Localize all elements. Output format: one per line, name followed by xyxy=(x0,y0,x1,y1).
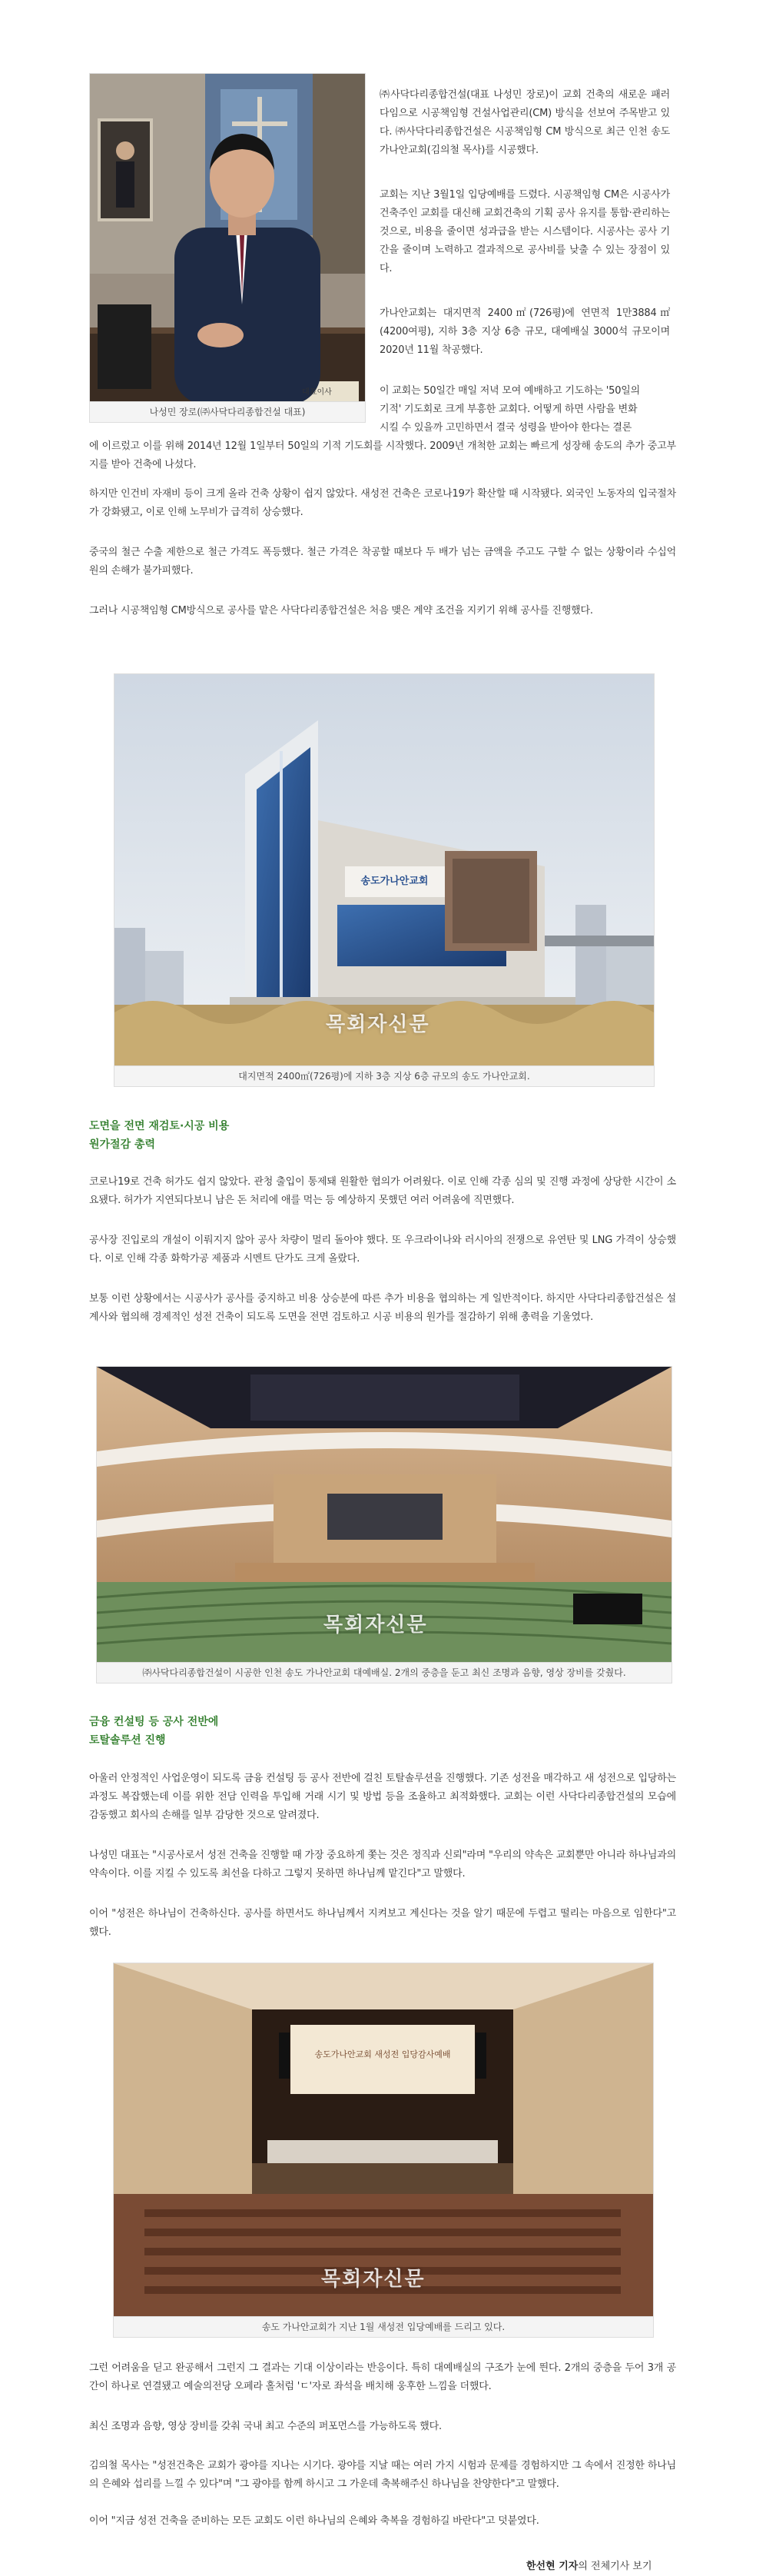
ending-paragraph-1: 그런 어려움을 딛고 완공해서 그런지 그 결과는 기대 이상이라는 반응이다. 특히 대예배실의 구조가 눈에 띈다. 2개의 중층을 두어 3개 공간이 하나로 연결됐고 예술의전당 오페라 홀처럼 'ㄷ'자로 좌석을 배치해 웅후한 느낌을 더했다. xyxy=(89,2362,676,2392)
dedication-service-photo xyxy=(113,1963,654,2320)
section-2-heading-line-2: 원가절감 총력 xyxy=(89,1138,156,1151)
section-3-paragraph-1: 아울러 안정적인 사업운영이 되도록 금융 컨설팅 등 공사 전반에 걸친 토탈솔루션을 진행했다. 기존 성전을 매각하고 새 성전으로 입당하는 과정도 복잡했는데 이를 위한 전담 인력을 투입해 거래 시기 및 방법 등을 조율하고 최적화했다. 교회는 이런 사닥다리종합건설의 모습에 감동했고 회사의 손해를 일부 감당한 것으로 알려졌다. xyxy=(89,1773,676,1821)
portrait-photo xyxy=(89,73,366,405)
name-plate: 대표이사 xyxy=(302,388,332,397)
intro-paragraph-1: ㈜사닥다리종합건설(대표 나성민 장로)이 교회 건축의 새로운 패러다임으로 시공책임형 건설사업관리(CM) 방식을 선보여 주목받고 있다. ㈜사닥다리종합건설은 시공책임형 CM 방식으로 최근 인천 송도 가나안교회(김의철 목사)를 시공했다. xyxy=(380,89,670,156)
body-paragraph-3: 그러나 시공책임형 CM방식으로 공사를 맡은 사닥다리종합건설은 처음 맺은 계약 조건을 지키기 위해 공사를 진행했다. xyxy=(89,605,593,617)
auditorium-caption: ㈜사닥다리종합건설이 시공한 인천 송도 가나안교회 대예배실. 2개의 중층을 둔고 최신 조명과 음향, 영상 장비를 갖췄다. xyxy=(96,1662,672,1684)
auditorium-photo xyxy=(96,1366,672,1666)
section-3-heading-line-1: 금융 컨설팅 등 공사 전반에 xyxy=(89,1716,219,1728)
intro-paragraph-4-rest: 에 이르렀고 이를 위해 2014년 12월 1일부터 50일의 기적 기도회를 시작했다. 2009년 개척한 교회는 빠르게 성장해 송도의 추가 중고부지를 받아 건축에 나섰다. xyxy=(89,440,676,470)
portrait-caption: 나성민 장로(㈜사닥다리종합건설 대표) xyxy=(89,401,366,423)
photo-watermark: 목회자신문 xyxy=(326,1013,430,1036)
section-3-paragraph-2: 나성민 대표는 "시공사로서 성전 건축을 진행할 때 가장 중요하게 쫓는 것은 정직과 신뢰"라며 "우리의 약속은 교회뿐만 아니라 하나님과의 약속이다. 이를 지킬 수 있도록 최선을 다하고 그렇지 못하면 하나님께 맡긴다"고 말했다. xyxy=(89,1850,676,1880)
section-2-heading-line-1: 도면을 전면 재검토·시공 비용 xyxy=(89,1120,230,1132)
reporter-name[interactable]: 한선현 기자 xyxy=(526,2561,579,2572)
intro-paragraph-4-line-1: 이 교회는 50일간 매일 저녁 모여 예배하고 기도하는 '50일의 xyxy=(380,385,640,397)
byline[interactable] xyxy=(526,2558,652,2572)
stage-screen-text: 송도가나안교회 새성전 입당감사예배 xyxy=(314,2049,451,2059)
section-2-paragraph-1: 코로나19로 건축 허가도 쉽지 않았다. 관청 출입이 통제돼 원활한 협의가 어려웠다. 이로 인해 각종 심의 및 진행 과정에 상당한 시간이 소요됐다. 허가가 지연되다보니 남은 돈 처리에 애를 먹는 등 예상하지 못했던 여러 어려움에 직면했다. xyxy=(89,1176,676,1206)
all-articles-link[interactable]: 의 전체기사 보기 xyxy=(578,2561,652,2572)
section-3-paragraph-3: 이어 "성전은 하나님이 건축하신다. 공사를 하면서도 하나님께서 지켜보고 계신다는 것을 알기 때문에 두렵고 떨리는 마음으로 임한다"고 했다. xyxy=(89,1908,676,1938)
intro-paragraph-4-line-3: 시킬 수 있을까 고민하면서 결국 성령을 받아야 한다는 결론 xyxy=(380,422,632,434)
church-sign: 송도가나안교회 xyxy=(360,876,429,887)
portrait-illustration xyxy=(90,74,365,404)
section-2-paragraph-2: 공사장 진입로의 개설이 이뤄지지 않아 공사 차량이 멀리 돌아야 했다. 또 우크라이나와 러시아의 전쟁으로 유연탄 및 LNG 가격이 상승했다. 이로 인해 각종 화학가공 제품과 시멘트 단가도 크게 올랐다. xyxy=(89,1235,676,1265)
section-2-paragraph-3: 보통 이런 상황에서는 시공사가 공사를 중지하고 비용 상승분에 따른 추가 비용을 협의하는 게 일반적이다. 하지만 사닥다리종합건설은 설계사와 협의해 경제적인 성전 건축이 되도록 도면을 전면 검토하고 시공 비용의 원가를 절감하기 위해 총력을 기울였다. xyxy=(89,1293,676,1323)
photo-watermark: 목회자신문 xyxy=(323,1614,428,1637)
church-exterior-photo xyxy=(114,673,655,1069)
church-exterior-caption: 대지면적 2400㎡(726평)에 지하 3층 지상 6층 규모의 송도 가나안교회. xyxy=(114,1065,655,1087)
intro-paragraph-4-line-2: 기적' 기도회로 크게 부흥한 교회다. 어떻게 하면 사람을 변화 xyxy=(380,404,638,415)
body-paragraph-2: 중국의 철근 수출 제한으로 철근 가격도 폭등했다. 철근 가격은 착공할 때보다 두 배가 넘는 금액을 주고도 구할 수 없는 상황이라 수십억 원의 손해가 불가피했다. xyxy=(89,547,676,577)
ending-paragraph-4: 이어 "지금 성전 건축을 준비하는 모든 교회도 이런 하나님의 은혜와 축복을 경험하길 바란다"고 덧붙였다. xyxy=(89,2515,539,2527)
body-paragraph-1: 하지만 인건비 자재비 등이 크게 올라 건축 상황이 쉽지 않았다. 새성전 건축은 코로나19가 확산할 때 시작됐다. 외국인 노동자의 입국절차가 강화됐고, 이로 인해 노무비가 급격히 상승했다. xyxy=(89,488,676,518)
ending-paragraph-2: 최신 조명과 음향, 영상 장비를 갖춰 국내 최고 수준의 퍼포먼스를 가능하도록 했다. xyxy=(89,2421,442,2432)
dedication-service-caption: 송도 가나안교회가 지난 1월 새성전 입당예배를 드리고 있다. xyxy=(113,2316,654,2338)
section-3-heading-line-2: 토탈솔루션 진행 xyxy=(89,1734,166,1747)
ending-paragraph-3: 김의철 목사는 "성전건축은 교회가 광야를 지나는 시기다. 광야를 지날 때는 여러 가지 시험과 문제를 경험하지만 그 속에서 진정한 하나님의 은혜와 섭리를 느낄 수 있다"며 "그 광야를 함께 하시고 그 가운데 축복해주신 하나님을 찬양한다"고 말했다. xyxy=(89,2460,676,2490)
photo-watermark: 목회자신문 xyxy=(321,2268,426,2291)
intro-paragraph-2: 교회는 지난 3월1일 입당예배를 드렸다. 시공책임형 CM은 시공사가 건축주인 교회를 대신해 교회건축의 기획 공사 유지를 통합·관리하는 것으로, 비용을 줄이면 성과급을 받는 시스템이다. 시공사는 공사 기간을 줄이며 노력하고 결과적으로 공사비를 낮출 수 있는 장점이 있다. xyxy=(380,189,670,274)
intro-paragraph-3: 가나안교회는 대지면적 2400㎡(726평)에 연면적 1만3884㎡(4200여평), 지하 3층 지상 6층 규모, 대예배실 3000석 규모이며 2020년 11월 착공했다. xyxy=(380,307,670,356)
